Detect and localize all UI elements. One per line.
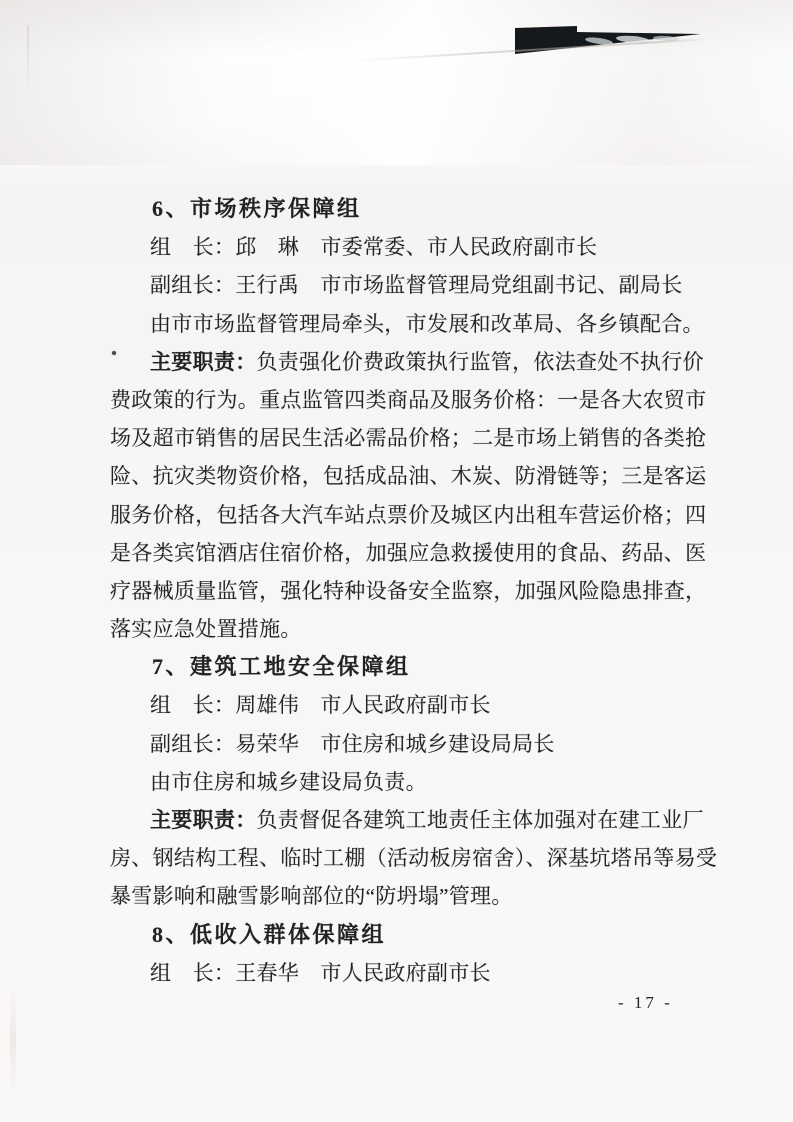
document-body [110, 190, 718, 992]
doc-line: 由市住房和城乡建设局负责。 [150, 769, 427, 794]
doc-line-duties [110, 801, 710, 839]
doc-line-group-leader: 组 长：王春华 市人民政府副市长 [150, 960, 491, 985]
section-heading-8: 8、低收入群体保障组 [152, 921, 387, 947]
duties-label: 主要职责： [150, 349, 257, 374]
doc-line: 由市市场监督管理局牵头，市发展和改革局、各乡镇配合。 [150, 311, 704, 336]
doc-line: 落实应急处置措施。 [110, 617, 302, 642]
doc-line-duties [110, 343, 710, 381]
scan-smudge-artifact [10, 985, 16, 1095]
doc-line-deputy-leader: 副组长：王行禹 市市场监督管理局党组副书记、副局长 [150, 273, 683, 298]
doc-line: 场及超市销售的居民生活必需品价格；二是市场上销售的各类抢 [110, 426, 707, 451]
duties-label: 主要职责： [150, 808, 257, 832]
section-heading-6: 6、市场秩序保障组 [152, 196, 362, 221]
doc-line: 疗器械质量监管，强化特种设备安全监察，加强风险隐患排查， [110, 578, 707, 603]
doc-line-deputy-leader: 副组长：易荣华 市住房和城乡建设局局长 [150, 731, 555, 756]
doc-line: 费政策的行为。重点监管四类商品及服务价格：一是各大农贸市 [110, 387, 707, 412]
doc-line: 险、抗灾类物资价格，包括成品油、木炭、防滑链等；三是客运 [110, 464, 707, 489]
doc-line-text: 负责督促各建筑工地责任主体加强对在建工业厂 [256, 808, 704, 832]
doc-line: 服务价格，包括各大汽车站点票价及城区内出租车营运价格；四 [110, 502, 707, 527]
doc-line: 暴雪影响和融雪影响部位的“防坍塌”管理。 [110, 884, 513, 909]
scan-shading-artifact [0, 0, 793, 165]
doc-line: 是各类宾馆酒店住宿价格，加强应急救援使用的食品、药品、医 [110, 540, 707, 565]
section-heading-7: 7、建筑工地安全保障组 [152, 654, 411, 680]
scan-page-edge-artifact [27, 25, 29, 95]
doc-line-group-leader: 组 长：周雄伟 市人民政府副市长 [150, 693, 491, 718]
page-number: - 17 - [618, 993, 673, 1012]
doc-line: 房、钢结构工程、临时工棚（活动板房宿舍）、深基坑塔吊等易受 [110, 846, 718, 871]
doc-line-group-leader: 组 长：邱 琳 市委常委、市人民政府副市长 [150, 235, 598, 260]
doc-line-text: 负责强化价费政策执行监管，依法查处不执行价 [256, 349, 704, 374]
